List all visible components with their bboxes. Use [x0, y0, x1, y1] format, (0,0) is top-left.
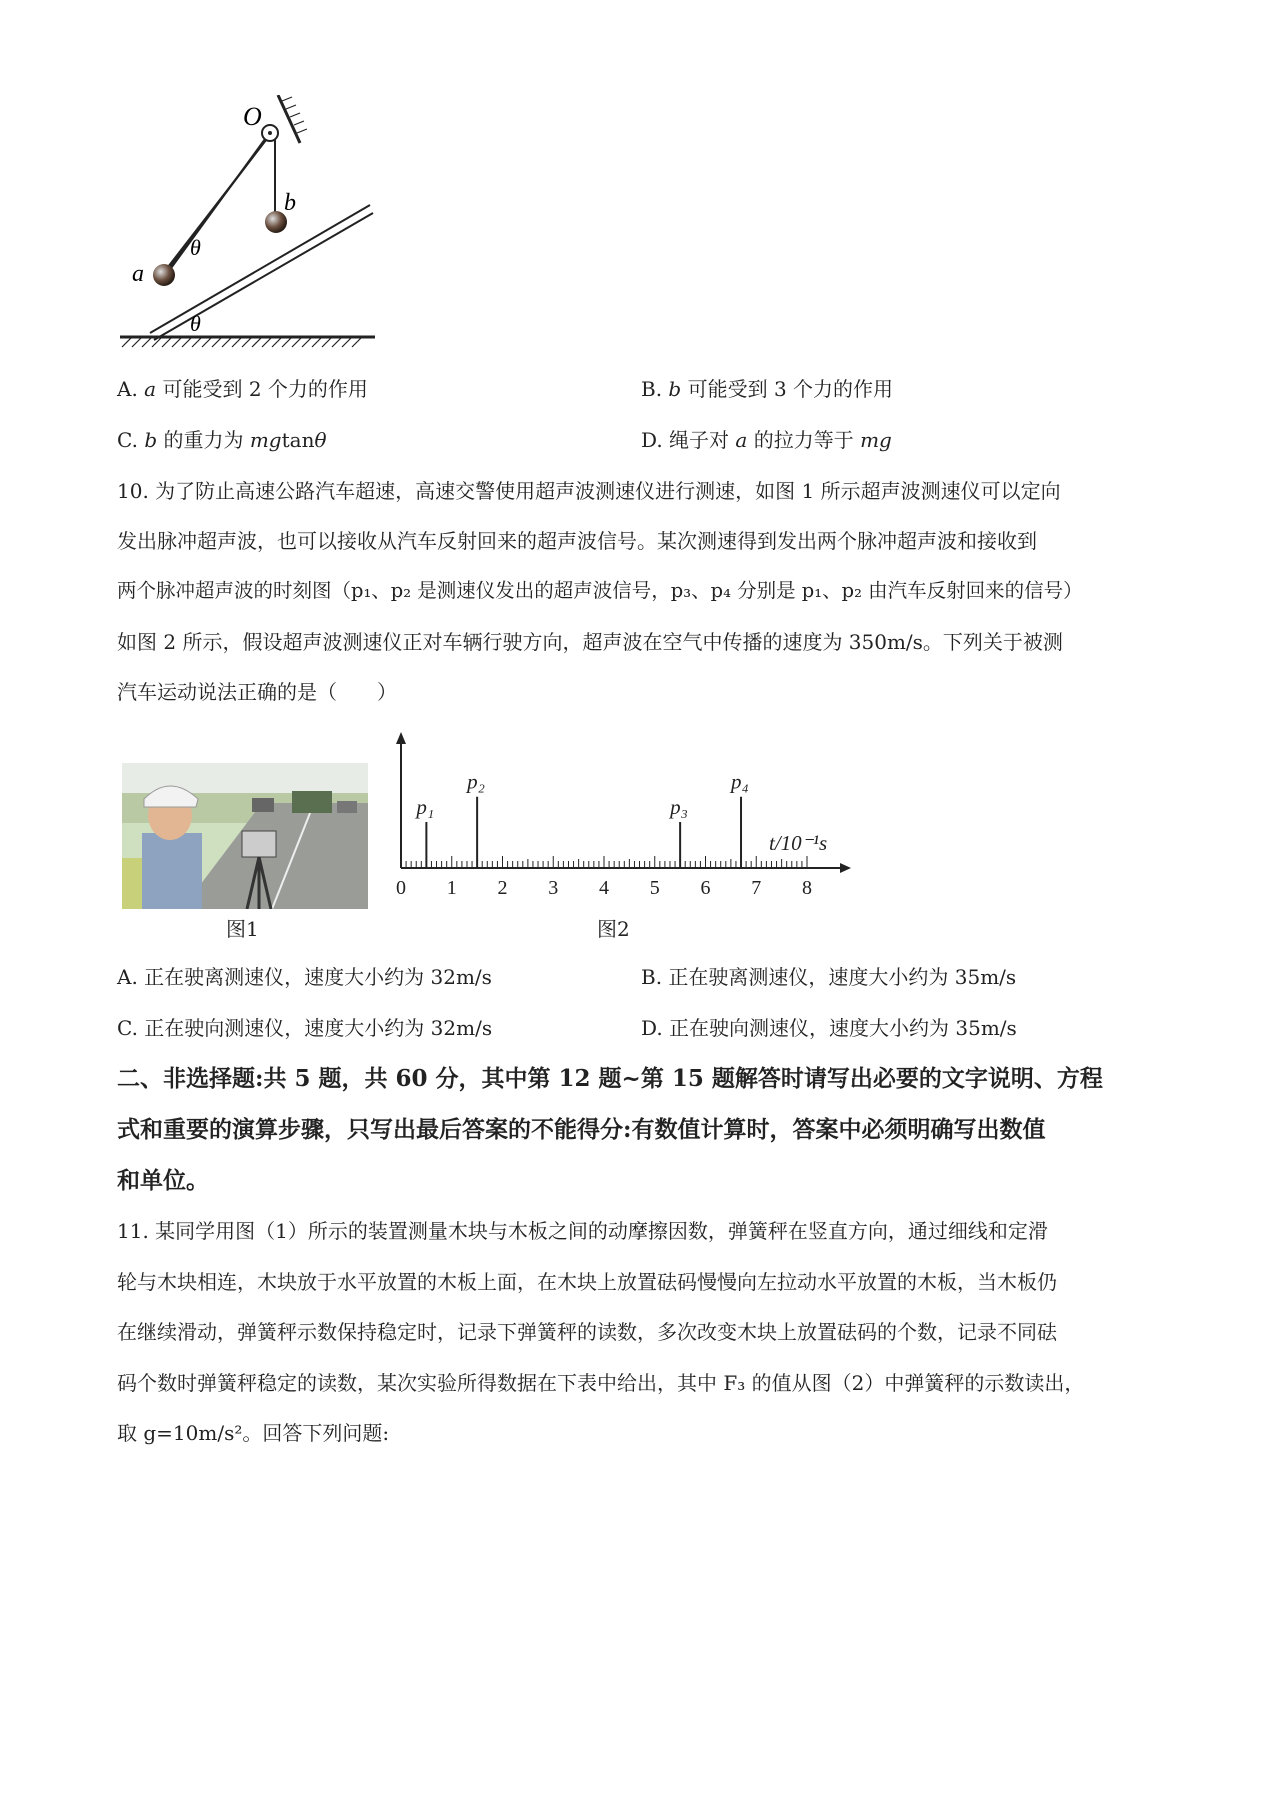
q10-line-5: 汽车运动说法正确的是（ ）: [117, 680, 397, 704]
q11-line-4: 码个数时弹簧秤稳定的读数，某次实验所得数据在下表中给出，其中 F₃ 的值从图（2）中弹簧秤的示数读出，: [117, 1371, 1085, 1395]
q10-option-b[interactable]: B. 正在驶离测速仪，速度大小约为 35m/s: [641, 965, 1017, 989]
fig2-caption: 图2: [597, 917, 630, 941]
x-tick-label: 7: [751, 877, 762, 899]
fig2-pulse-chart: [385, 730, 855, 910]
q10-line-3: 两个脉冲超声波的时刻图（p₁、p₂ 是测速仪发出的超声波信号，p₃、p₄ 分别是 p₁、p₂ 由汽车反射回来的信号）: [117, 579, 1083, 602]
section2-line-3: 和单位。: [117, 1167, 209, 1194]
q9-option-d[interactable]: D. 绳子对 a 的拉力等于 mg: [641, 428, 892, 452]
pulse-label-2: p₂: [467, 769, 485, 794]
q11-line-5: 取 g=10m/s²。回答下列问题:: [117, 1421, 390, 1445]
x-axis-arrow-icon: [840, 863, 851, 873]
q10-line-1: 10. 为了防止高速公路汽车超速，高速交警使用超声波测速仪进行测速，如图 1 所示超声波测速仪可以定向: [117, 479, 1061, 503]
x-tick-label: 8: [802, 877, 812, 899]
x-tick-label: 6: [700, 877, 711, 899]
q9-option-b[interactable]: B. b 可能受到 3 个力的作用: [641, 377, 894, 401]
q11-line-1: 11. 某同学用图（1）所示的装置测量木块与木板之间的动摩擦因数，弹簧秤在竖直方向，通过细线和定滑: [117, 1219, 1048, 1243]
pulse-label-1: p₁: [416, 795, 435, 819]
x-tick-label: 1: [446, 877, 457, 899]
ceiling-mount: [278, 95, 307, 143]
ball-a: [153, 264, 175, 286]
fig1-caption: 图1: [226, 917, 259, 941]
pulse-label-3: p₃: [670, 795, 688, 819]
q9-option-a[interactable]: A. a 可能受到 2 个力的作用: [117, 377, 368, 401]
q9-option-c[interactable]: C. b 的重力为 mgtanθ: [117, 428, 327, 452]
x-axis-label: t/10⁻¹s: [769, 831, 828, 855]
fig1-photo: [122, 763, 368, 909]
x-tick-label: 2: [497, 877, 508, 899]
label-O: O: [243, 102, 262, 131]
section2-line-2: 式和重要的演算步骤，只写出最后答案的不能得分:有数值计算时，答案中必须明确写出数值: [117, 1116, 1046, 1143]
q10-option-a[interactable]: A. 正在驶离测速仪，速度大小约为 32m/s: [117, 965, 492, 989]
incline-figure: [110, 95, 390, 355]
pulse-label-4: p₄: [731, 769, 749, 794]
label-theta-lower: θ: [190, 311, 201, 336]
q10-line-4: 如图 2 所示，假设超声波测速仪正对车辆行驶方向，超声波在空气中传播的速度为 350m/s。下列关于被测: [117, 630, 1063, 654]
x-tick-label: 0: [396, 877, 406, 899]
x-tick-label: 4: [599, 877, 609, 899]
q11-line-2: 轮与木块相连，木块放于水平放置的木板上面，在木块上放置砝码慢慢向左拉动水平放置的木板，当木板仍: [117, 1270, 1057, 1294]
q10-option-d[interactable]: D. 正在驶向测速仪，速度大小约为 35m/s: [641, 1016, 1017, 1040]
y-axis-arrow-icon: [396, 732, 406, 744]
label-b: b: [284, 190, 296, 216]
x-tick-label: 5: [649, 877, 660, 899]
x-tick-label: 3: [548, 877, 559, 899]
q11-line-3: 在继续滑动，弹簧秤示数保持稳定时，记录下弹簧秤的读数，多次改变木块上放置砝码的个数，记录不同砝: [117, 1320, 1057, 1344]
section2-line-1: 二、非选择题:共 5 题，共 60 分，其中第 12 题~第 15 题解答时请写出必要的文字说明、方程: [117, 1065, 1103, 1092]
q10-line-2: 发出脉冲超声波，也可以接收从汽车反射回来的超声波信号。某次测速得到发出两个脉冲超声波和接收到: [117, 529, 1037, 553]
q10-option-c[interactable]: C. 正在驶向测速仪，速度大小约为 32m/s: [117, 1016, 493, 1040]
label-a: a: [132, 261, 144, 287]
label-theta-upper: θ: [190, 235, 201, 260]
